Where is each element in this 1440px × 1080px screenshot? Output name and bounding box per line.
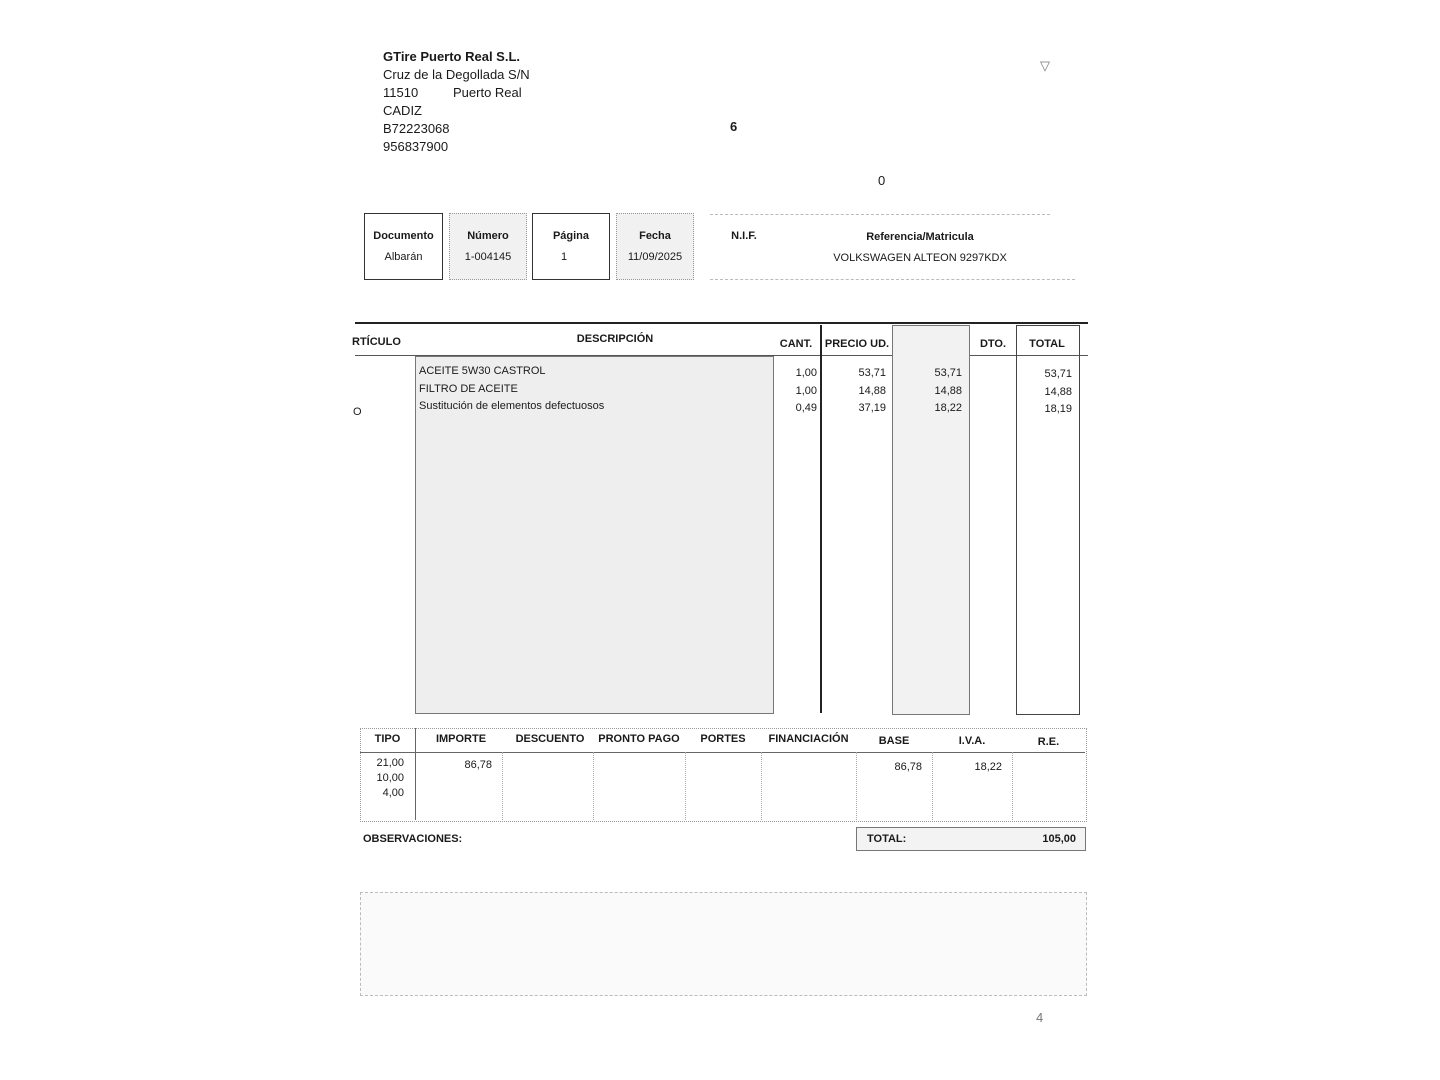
numero-box: [449, 213, 527, 280]
col-header-dto: DTO.: [979, 338, 1007, 350]
cant-precio-divider: [820, 325, 822, 713]
total-amount: 105,00: [1042, 833, 1076, 845]
nif-field: [716, 230, 772, 242]
total-value: 14,88: [1044, 385, 1072, 398]
tax-tipo: 10,00: [376, 772, 404, 784]
mark-zero: 0: [878, 173, 886, 188]
nif-label: N.I.F.: [731, 230, 757, 242]
company-province: CADIZ: [383, 103, 422, 118]
company-block: [383, 48, 530, 156]
tax-tipos: [362, 756, 404, 801]
cant-values: [776, 365, 817, 418]
col-header-descripcion: DESCRIPCIÓN: [576, 333, 654, 345]
cant-value: 1,00: [795, 367, 817, 379]
mark-six: 6: [730, 119, 738, 134]
col-header-precio: PRECIO UD.: [824, 338, 890, 350]
fecha-label: Fecha: [639, 230, 671, 242]
referencia-value: VOLKSWAGEN ALTEON 9297KDX: [833, 252, 1007, 264]
corner-scribble-top: ▽: [1040, 58, 1050, 73]
row-code: [353, 363, 373, 381]
items-table-top-rule: [355, 322, 1088, 324]
tax-table-header: [360, 728, 1085, 753]
tax-header-pronto-pago: PRONTO PAGO: [598, 733, 680, 745]
documento-label: Documento: [373, 230, 434, 242]
referencia-label: Referencia/Matricula: [866, 231, 974, 243]
tax-divider: [761, 752, 762, 820]
referencia-field: [790, 231, 1050, 264]
subtotal-value: 18,22: [934, 402, 962, 414]
tax-divider: [502, 752, 503, 820]
pagina-value: 1: [561, 251, 568, 263]
tax-tipo: 21,00: [376, 757, 404, 769]
company-phone: 956837900: [383, 139, 449, 154]
header-top-dashed-line: [710, 214, 1050, 215]
total-values: [1020, 366, 1072, 419]
tax-header-base: BASE: [878, 735, 910, 747]
tax-divider: [415, 728, 416, 820]
precio-value: 53,71: [858, 367, 886, 379]
col-header-articulo: RTÍCULO: [352, 336, 401, 348]
tax-divider: [856, 752, 857, 820]
pagina-label: Página: [552, 230, 590, 242]
corner-scribble-bottom: 4: [1036, 1010, 1044, 1025]
fecha-value: 11/09/2025: [627, 251, 683, 263]
fecha-box: [616, 213, 694, 280]
tax-divider: [593, 752, 594, 820]
tax-divider: [1012, 752, 1013, 820]
col-header-cant: CANT.: [779, 338, 813, 350]
description-item: FILTRO DE ACEITE: [419, 382, 518, 395]
tax-divider: [685, 752, 686, 820]
total-value: 18,19: [1044, 403, 1072, 415]
tax-importe: 86,78: [464, 759, 492, 771]
company-city: Puerto Real: [453, 85, 522, 100]
pagina-box: [532, 213, 610, 280]
tax-header-re: R.E.: [1037, 736, 1060, 748]
company-tax-id: B72223068: [383, 121, 450, 136]
numero-label: Número: [467, 230, 509, 242]
tax-header-tipo: TIPO: [374, 733, 401, 745]
subtotal-values: [896, 365, 962, 418]
row-code: [353, 381, 373, 399]
total-value: 53,71: [1044, 368, 1072, 380]
total-label: TOTAL:: [867, 833, 907, 845]
header-rule-tail: [1078, 355, 1088, 356]
tax-tipo: 4,00: [382, 787, 404, 799]
tax-header-descuento: DESCUENTO: [515, 733, 585, 745]
tax-base: 86,78: [894, 761, 922, 773]
company-postal-line: [383, 84, 530, 102]
row-codes: [353, 363, 373, 422]
description-item: ACEITE 5W30 CASTROL: [419, 365, 546, 377]
row-code: O: [353, 406, 362, 418]
precio-value: 14,88: [858, 384, 886, 397]
precio-value: 37,19: [858, 402, 886, 414]
tax-iva: 18,22: [974, 761, 1002, 773]
documento-value: Albarán: [384, 251, 423, 263]
documento-box: [364, 213, 443, 280]
description-item: Sustitución de elementos defectuosos: [419, 400, 605, 412]
tax-header-financiacion: FINANCIACIÓN: [768, 733, 849, 745]
precio-values: [824, 365, 886, 418]
descriptions-list: [419, 363, 759, 416]
company-name: GTire Puerto Real S.L.: [383, 49, 521, 64]
subtotal-value: 14,88: [934, 384, 962, 397]
tax-header-iva: I.V.A.: [958, 735, 986, 747]
header-bottom-dashed-line: [710, 279, 1075, 280]
tax-header-portes: PORTES: [700, 733, 746, 745]
subtotal-value: 53,71: [934, 367, 962, 379]
company-address: Cruz de la Degollada S/N: [383, 67, 530, 82]
col-header-total: TOTAL: [1029, 338, 1065, 350]
observaciones-label: OBSERVACIONES:: [363, 833, 463, 845]
cant-value: 0,49: [795, 402, 817, 414]
cant-value: 1,00: [795, 384, 817, 397]
company-postal-code: 11510: [383, 85, 419, 100]
numero-value: 1-004145: [464, 251, 512, 263]
tax-divider: [932, 752, 933, 820]
tax-header-importe: IMPORTE: [435, 733, 487, 745]
observaciones-box: [360, 892, 1087, 996]
